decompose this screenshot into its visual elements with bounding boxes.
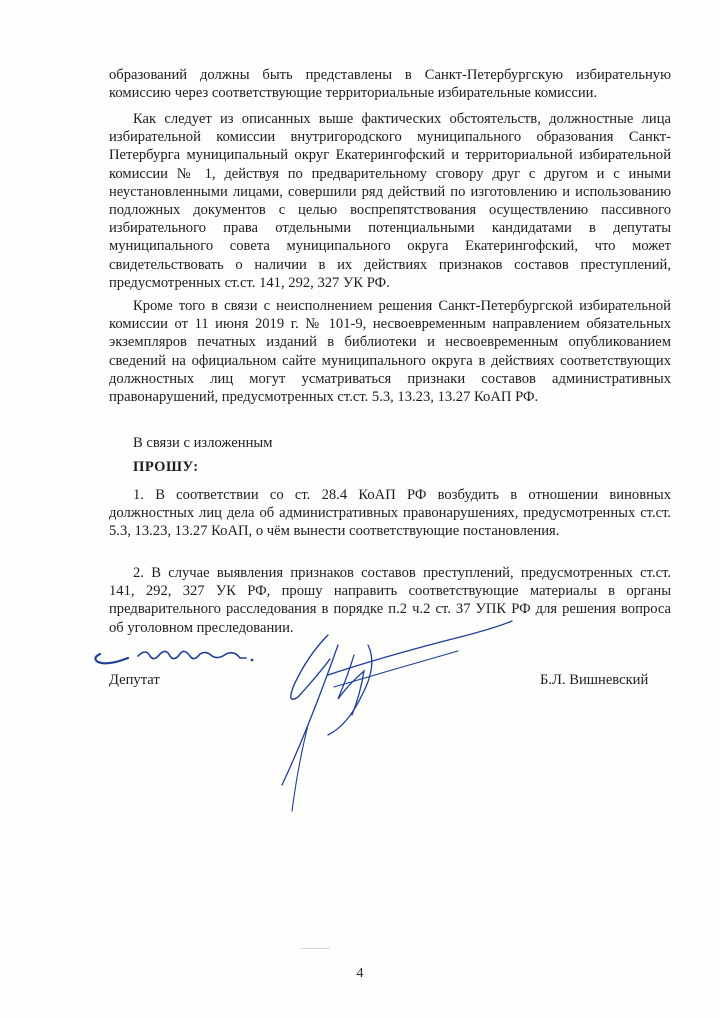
paragraph-continuation: образований должны быть представлены в Санкт-Петербургскую избирательную комиссию через соответствующие территориальные избирательные комиссии.	[109, 67, 671, 102]
request-heading: ПРОШУ:	[133, 459, 199, 475]
scan-mark	[300, 948, 330, 949]
paragraph-administrative: Кроме того в связи с неисполнением решения Санкт-Петербургской избирательной комиссии от 11 июня 2019 г. № 101-9, несвоевременным направлением обязательных экземпляров печатных изданий в библиотеки и несвоевременным опубликованием сведений на официальном сайте муниципального округа в действиях соответствующих должностных лиц могут усматриваться признаки составов административных правонарушений, предусмотренных ст.ст. 5.3, 13.23, 13.27 КоАП РФ.	[109, 298, 671, 406]
handwritten-note	[88, 634, 268, 674]
request-item: 2. В случае выявления признаков составов преступлений, предусмотренных ст.ст. 141, 292, 327 УК РФ, прошу направить соответствующие материалы в органы предварительного расследования в порядке п.2 ч.2 ст. 37 УПК РФ для решения вопроса об уголовном преследовании.	[109, 565, 671, 636]
signature	[268, 615, 513, 815]
signer-title: Депутат	[109, 672, 160, 688]
signer-name: Б.Л. Вишневский	[540, 672, 649, 688]
page-number: 4	[356, 966, 364, 981]
request-item: 1. В соответствии со ст. 28.4 КоАП РФ возбудить в отношении виновных должностных лиц дела об административных правонарушениях, предусмотренных ст.ст. 5.3, 13.23, 13.27 КоАП, о чём вынести соответствующие постановления.	[109, 487, 671, 540]
paragraph-transition: В связи с изложенным	[133, 435, 273, 451]
paragraph-circumstances: Как следует из описанных выше фактических обстоятельств, должностные лица избирательной комиссии внутригородского муниципального образования Санкт-Петербурга муниципальный округ Екатерингофский и территориальной избирательной комиссии № 1, действуя по предварительному сговору друг с другом и с иными неустановленными лицами, совершили ряд действий по изготовлению и использованию подложных документов с целью воспрепятствования осуществлению пассивного избирательного права отдельными потенциальными кандидатами в депутаты муниципального совета муниципального округа Екатерингофский, что может свидетельствовать о наличии в их действиях признаков составов преступлений, предусмотренных ст.ст. 141, 292, 327 УК РФ.	[109, 111, 671, 291]
